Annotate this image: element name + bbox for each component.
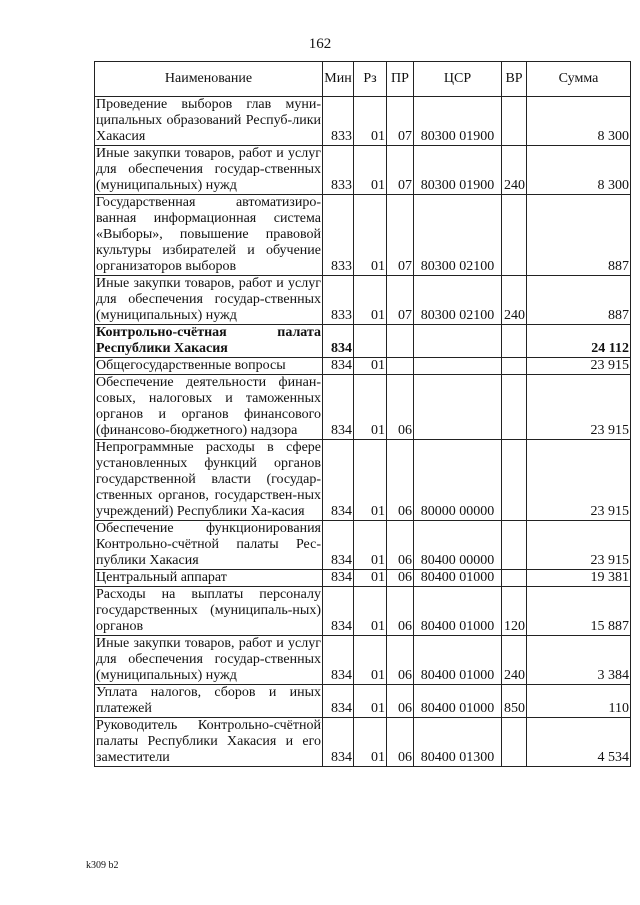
cell-csr: 80400 01000	[414, 570, 502, 587]
cell-sum: 23 915	[527, 358, 631, 375]
cell-sum: 23 915	[527, 521, 631, 570]
table-row	[95, 325, 631, 358]
cell-rz: 01	[354, 195, 387, 276]
cell-min: 834	[323, 440, 354, 521]
cell-pr: 06	[387, 375, 414, 440]
cell-name: Иные закупки товаров, работ и услуг для обеспечения государ-ственных (муниципальных) нужд	[96, 636, 321, 683]
table-row	[95, 440, 631, 521]
cell-csr: 80400 01300	[414, 718, 502, 767]
cell-pr: 06	[387, 718, 414, 767]
cell-rz: 01	[354, 375, 387, 440]
cell-name: Обеспечение деятельности финан-совых, налоговых и таможенных органов и органов финансового (финансово-бюджетного) надзора	[96, 375, 321, 438]
cell-csr	[414, 358, 502, 375]
cell-csr: 80400 01000	[414, 587, 502, 636]
cell-rz: 01	[354, 587, 387, 636]
cell-pr	[387, 325, 414, 358]
cell-rz: 01	[354, 521, 387, 570]
cell-name: Проведение выборов глав муни-ципальных образований Респуб-лики Хакасия	[96, 97, 321, 144]
cell-vr: 850	[502, 685, 527, 718]
cell-min: 834	[323, 521, 354, 570]
cell-pr: 07	[387, 195, 414, 276]
cell-rz: 01	[354, 358, 387, 375]
cell-pr: 06	[387, 636, 414, 685]
cell-sum: 4 534	[527, 718, 631, 767]
cell-sum: 110	[527, 685, 631, 718]
table-row	[95, 276, 631, 325]
page-number: 162	[308, 36, 332, 52]
cell-rz: 01	[354, 146, 387, 195]
table-row	[95, 97, 631, 146]
cell-name: Иные закупки товаров, работ и услуг для обеспечения государ-ственных (муниципальных) нужд	[96, 146, 321, 193]
table-row	[95, 587, 631, 636]
cell-csr: 80000 00000	[414, 440, 502, 521]
cell-min: 833	[323, 195, 354, 276]
cell-name: Общегосударственные вопросы	[95, 358, 323, 375]
table-row	[95, 636, 631, 685]
table-body	[95, 97, 631, 767]
cell-vr: 240	[502, 636, 527, 685]
cell-min: 833	[323, 146, 354, 195]
cell-sum: 23 915	[527, 375, 631, 440]
cell-csr: 80400 00000	[414, 521, 502, 570]
cell-min: 834	[323, 718, 354, 767]
cell-sum: 3 384	[527, 636, 631, 685]
cell-min: 834	[323, 587, 354, 636]
budget-table	[94, 61, 631, 767]
cell-name: Центральный аппарат	[95, 570, 323, 587]
cell-rz: 01	[354, 685, 387, 718]
cell-rz: 01	[354, 570, 387, 587]
cell-name: Контрольно-счётная палата Республики Хакасия	[96, 325, 321, 356]
cell-pr: 06	[387, 685, 414, 718]
cell-vr	[502, 521, 527, 570]
header-min: Мин	[323, 62, 354, 97]
table-row	[95, 570, 631, 587]
cell-sum: 887	[527, 195, 631, 276]
cell-pr: 06	[387, 521, 414, 570]
cell-min: 834	[323, 358, 354, 375]
cell-pr	[387, 358, 414, 375]
cell-rz: 01	[354, 718, 387, 767]
cell-vr	[502, 325, 527, 358]
cell-pr: 06	[387, 587, 414, 636]
cell-vr	[502, 358, 527, 375]
cell-csr: 80400 01000	[414, 636, 502, 685]
cell-csr	[414, 325, 502, 358]
cell-min: 834	[323, 570, 354, 587]
header-sum: Сумма	[527, 62, 631, 97]
cell-vr	[502, 718, 527, 767]
table-row	[95, 521, 631, 570]
cell-rz: 01	[354, 636, 387, 685]
cell-min: 834	[323, 685, 354, 718]
cell-csr: 80300 01900	[414, 146, 502, 195]
cell-name: Обеспечение функционирования Контрольно-счётной палаты Рес-публики Хакасия	[96, 521, 321, 568]
cell-rz: 01	[354, 276, 387, 325]
cell-name: Уплата налогов, сборов и иных платежей	[96, 685, 321, 716]
cell-csr: 80300 02100	[414, 276, 502, 325]
cell-pr: 06	[387, 570, 414, 587]
header-pr: ПР	[387, 62, 414, 97]
cell-vr: 240	[502, 146, 527, 195]
cell-vr	[502, 440, 527, 521]
cell-vr	[502, 97, 527, 146]
cell-csr	[414, 375, 502, 440]
cell-csr: 80400 01000	[414, 685, 502, 718]
cell-rz: 01	[354, 440, 387, 521]
table-header-row	[95, 62, 631, 97]
cell-name: Расходы на выплаты персоналу государственных (муниципаль-ных) органов	[96, 587, 321, 634]
table-row	[95, 718, 631, 767]
cell-sum: 19 381	[527, 570, 631, 587]
cell-min: 833	[323, 276, 354, 325]
cell-min: 834	[323, 636, 354, 685]
cell-min: 834	[323, 325, 354, 358]
cell-vr	[502, 375, 527, 440]
cell-sum: 15 887	[527, 587, 631, 636]
table-row	[95, 375, 631, 440]
cell-vr	[502, 570, 527, 587]
footer-code: k309 b2	[86, 860, 119, 871]
cell-csr: 80300 01900	[414, 97, 502, 146]
cell-csr: 80300 02100	[414, 195, 502, 276]
cell-min: 834	[323, 375, 354, 440]
cell-sum: 8 300	[527, 97, 631, 146]
header-vr: ВР	[502, 62, 527, 97]
cell-rz	[354, 325, 387, 358]
table-row	[95, 685, 631, 718]
cell-name: Иные закупки товаров, работ и услуг для обеспечения государ-ственных (муниципальных) нужд	[96, 276, 321, 323]
cell-vr: 240	[502, 276, 527, 325]
header-name: Наименование	[95, 62, 323, 97]
cell-vr: 120	[502, 587, 527, 636]
cell-pr: 07	[387, 97, 414, 146]
cell-vr	[502, 195, 527, 276]
table-row	[95, 195, 631, 276]
cell-sum: 23 915	[527, 440, 631, 521]
cell-name: Государственная автоматизиро-ванная информационная система «Выборы», повышение правовой культуры избирателей и обучение организаторов выборов	[96, 195, 321, 274]
cell-rz: 01	[354, 97, 387, 146]
cell-sum: 24 112	[527, 325, 631, 358]
cell-pr: 07	[387, 146, 414, 195]
header-rz: Рз	[354, 62, 387, 97]
cell-sum: 887	[527, 276, 631, 325]
cell-name: Руководитель Контрольно-счётной палаты Республики Хакасия и его заместители	[96, 718, 321, 765]
header-csr: ЦСР	[414, 62, 502, 97]
cell-pr: 06	[387, 440, 414, 521]
table-row	[95, 358, 631, 375]
cell-name: Непрограммные расходы в сфере установленных функций органов государственной власти (государ-ственных органов, государствен-ных учреждений) Республики Ха-касия	[96, 440, 321, 519]
cell-sum: 8 300	[527, 146, 631, 195]
table-row	[95, 146, 631, 195]
cell-min: 833	[323, 97, 354, 146]
cell-pr: 07	[387, 276, 414, 325]
